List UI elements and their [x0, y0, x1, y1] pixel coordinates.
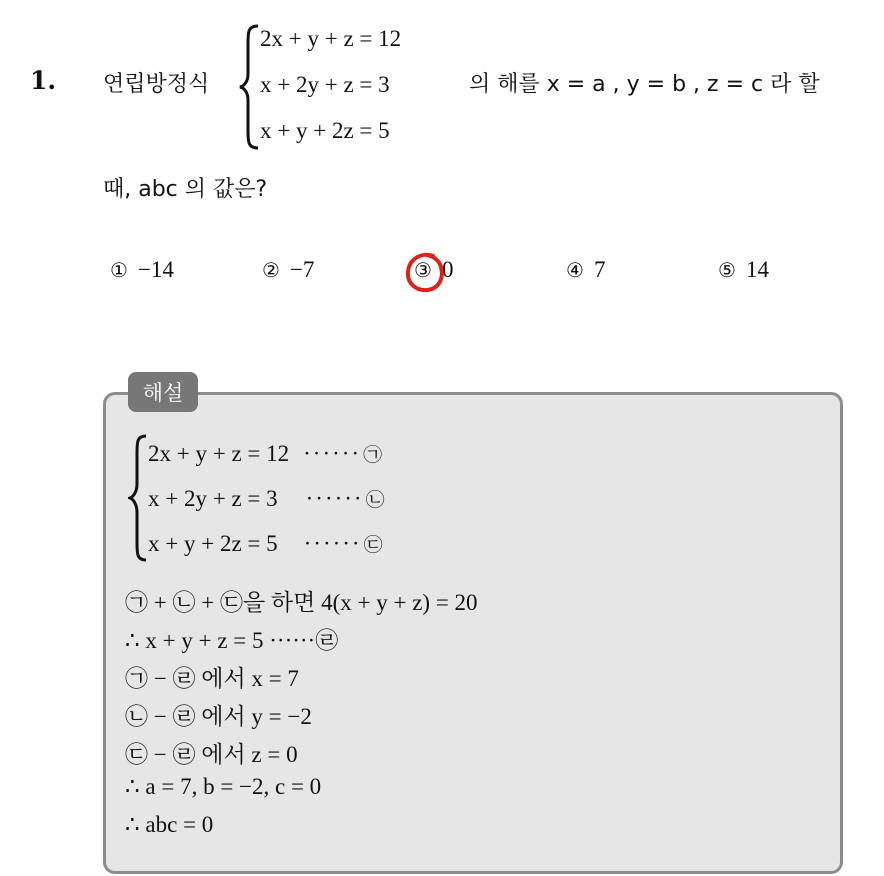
question-equation-system — [238, 22, 458, 152]
left-brace-icon — [128, 432, 150, 564]
choice-3-value: 0 — [441, 257, 454, 282]
question-lead-text: 연립방정식 — [103, 72, 210, 97]
choice-2-mark: ② — [262, 258, 280, 282]
tag-giyeok-icon: ㉠ — [363, 444, 383, 466]
choice-2[interactable] — [262, 257, 314, 283]
choice-1[interactable] — [110, 257, 174, 283]
left-brace-icon — [238, 22, 262, 152]
solution-equation-3: x + y + 2z = 5 ······ ㉢ — [148, 531, 383, 556]
question-equation-2: x + 2y + z = 3 — [260, 72, 390, 97]
choice-4[interactable] — [566, 257, 605, 283]
question-tail-text: 의 해를 x = a , y = b , z = c 라 할 — [469, 72, 820, 97]
tag-nieun-icon: ㉡ — [365, 489, 385, 511]
choice-4-value: 7 — [593, 257, 606, 282]
choice-5-mark: ⑤ — [718, 258, 736, 282]
choice-4-mark: ④ — [566, 258, 584, 282]
question-number: 1. — [30, 66, 57, 95]
solution-equation-system — [128, 432, 458, 564]
solution-equation-1-text: 2x + y + z = 12 — [148, 441, 290, 466]
solution-equation-2: x + 2y + z = 3 ······ ㉡ — [148, 486, 385, 511]
choice-3-mark: ③ — [414, 258, 432, 282]
solution-line-4: ㉡ − ㉣ 에서 y = −2 — [125, 704, 312, 729]
question-line-2: 때, abc 의 값은? — [103, 177, 268, 202]
question-equation-1: 2x + y + z = 12 — [260, 26, 402, 51]
solution-equation-1: 2x + y + z = 12 ······ ㉠ — [148, 441, 383, 466]
solution-line-7: ∴ abc = 0 — [125, 812, 214, 837]
answer-circle-mark-icon — [403, 250, 447, 294]
solution-line-1: ㉠ + ㉡ + ㉢을 하면 4(x + y + z) = 20 — [125, 590, 478, 615]
solution-equation-2-text: x + 2y + z = 3 — [148, 486, 278, 511]
solution-line-5: ㉢ − ㉣ 에서 z = 0 — [125, 742, 298, 767]
solution-line-2: ∴ x + y + z = 5 ······㉣ — [125, 628, 339, 653]
choice-1-value: −14 — [137, 257, 174, 282]
choice-2-value: −7 — [289, 257, 315, 282]
solution-tab: 해설 — [128, 372, 198, 412]
choice-5-value: 14 — [745, 257, 769, 282]
tag-digeut-icon: ㉢ — [363, 534, 383, 556]
solution-line-6: ∴ a = 7, b = −2, c = 0 — [125, 774, 322, 799]
choice-5[interactable] — [718, 257, 769, 283]
choice-1-mark: ① — [110, 258, 128, 282]
solution-equation-3-text: x + y + 2z = 5 — [148, 531, 278, 556]
question-equation-3: x + y + 2z = 5 — [260, 118, 390, 143]
solution-line-3: ㉠ − ㉣ 에서 x = 7 — [125, 666, 299, 691]
